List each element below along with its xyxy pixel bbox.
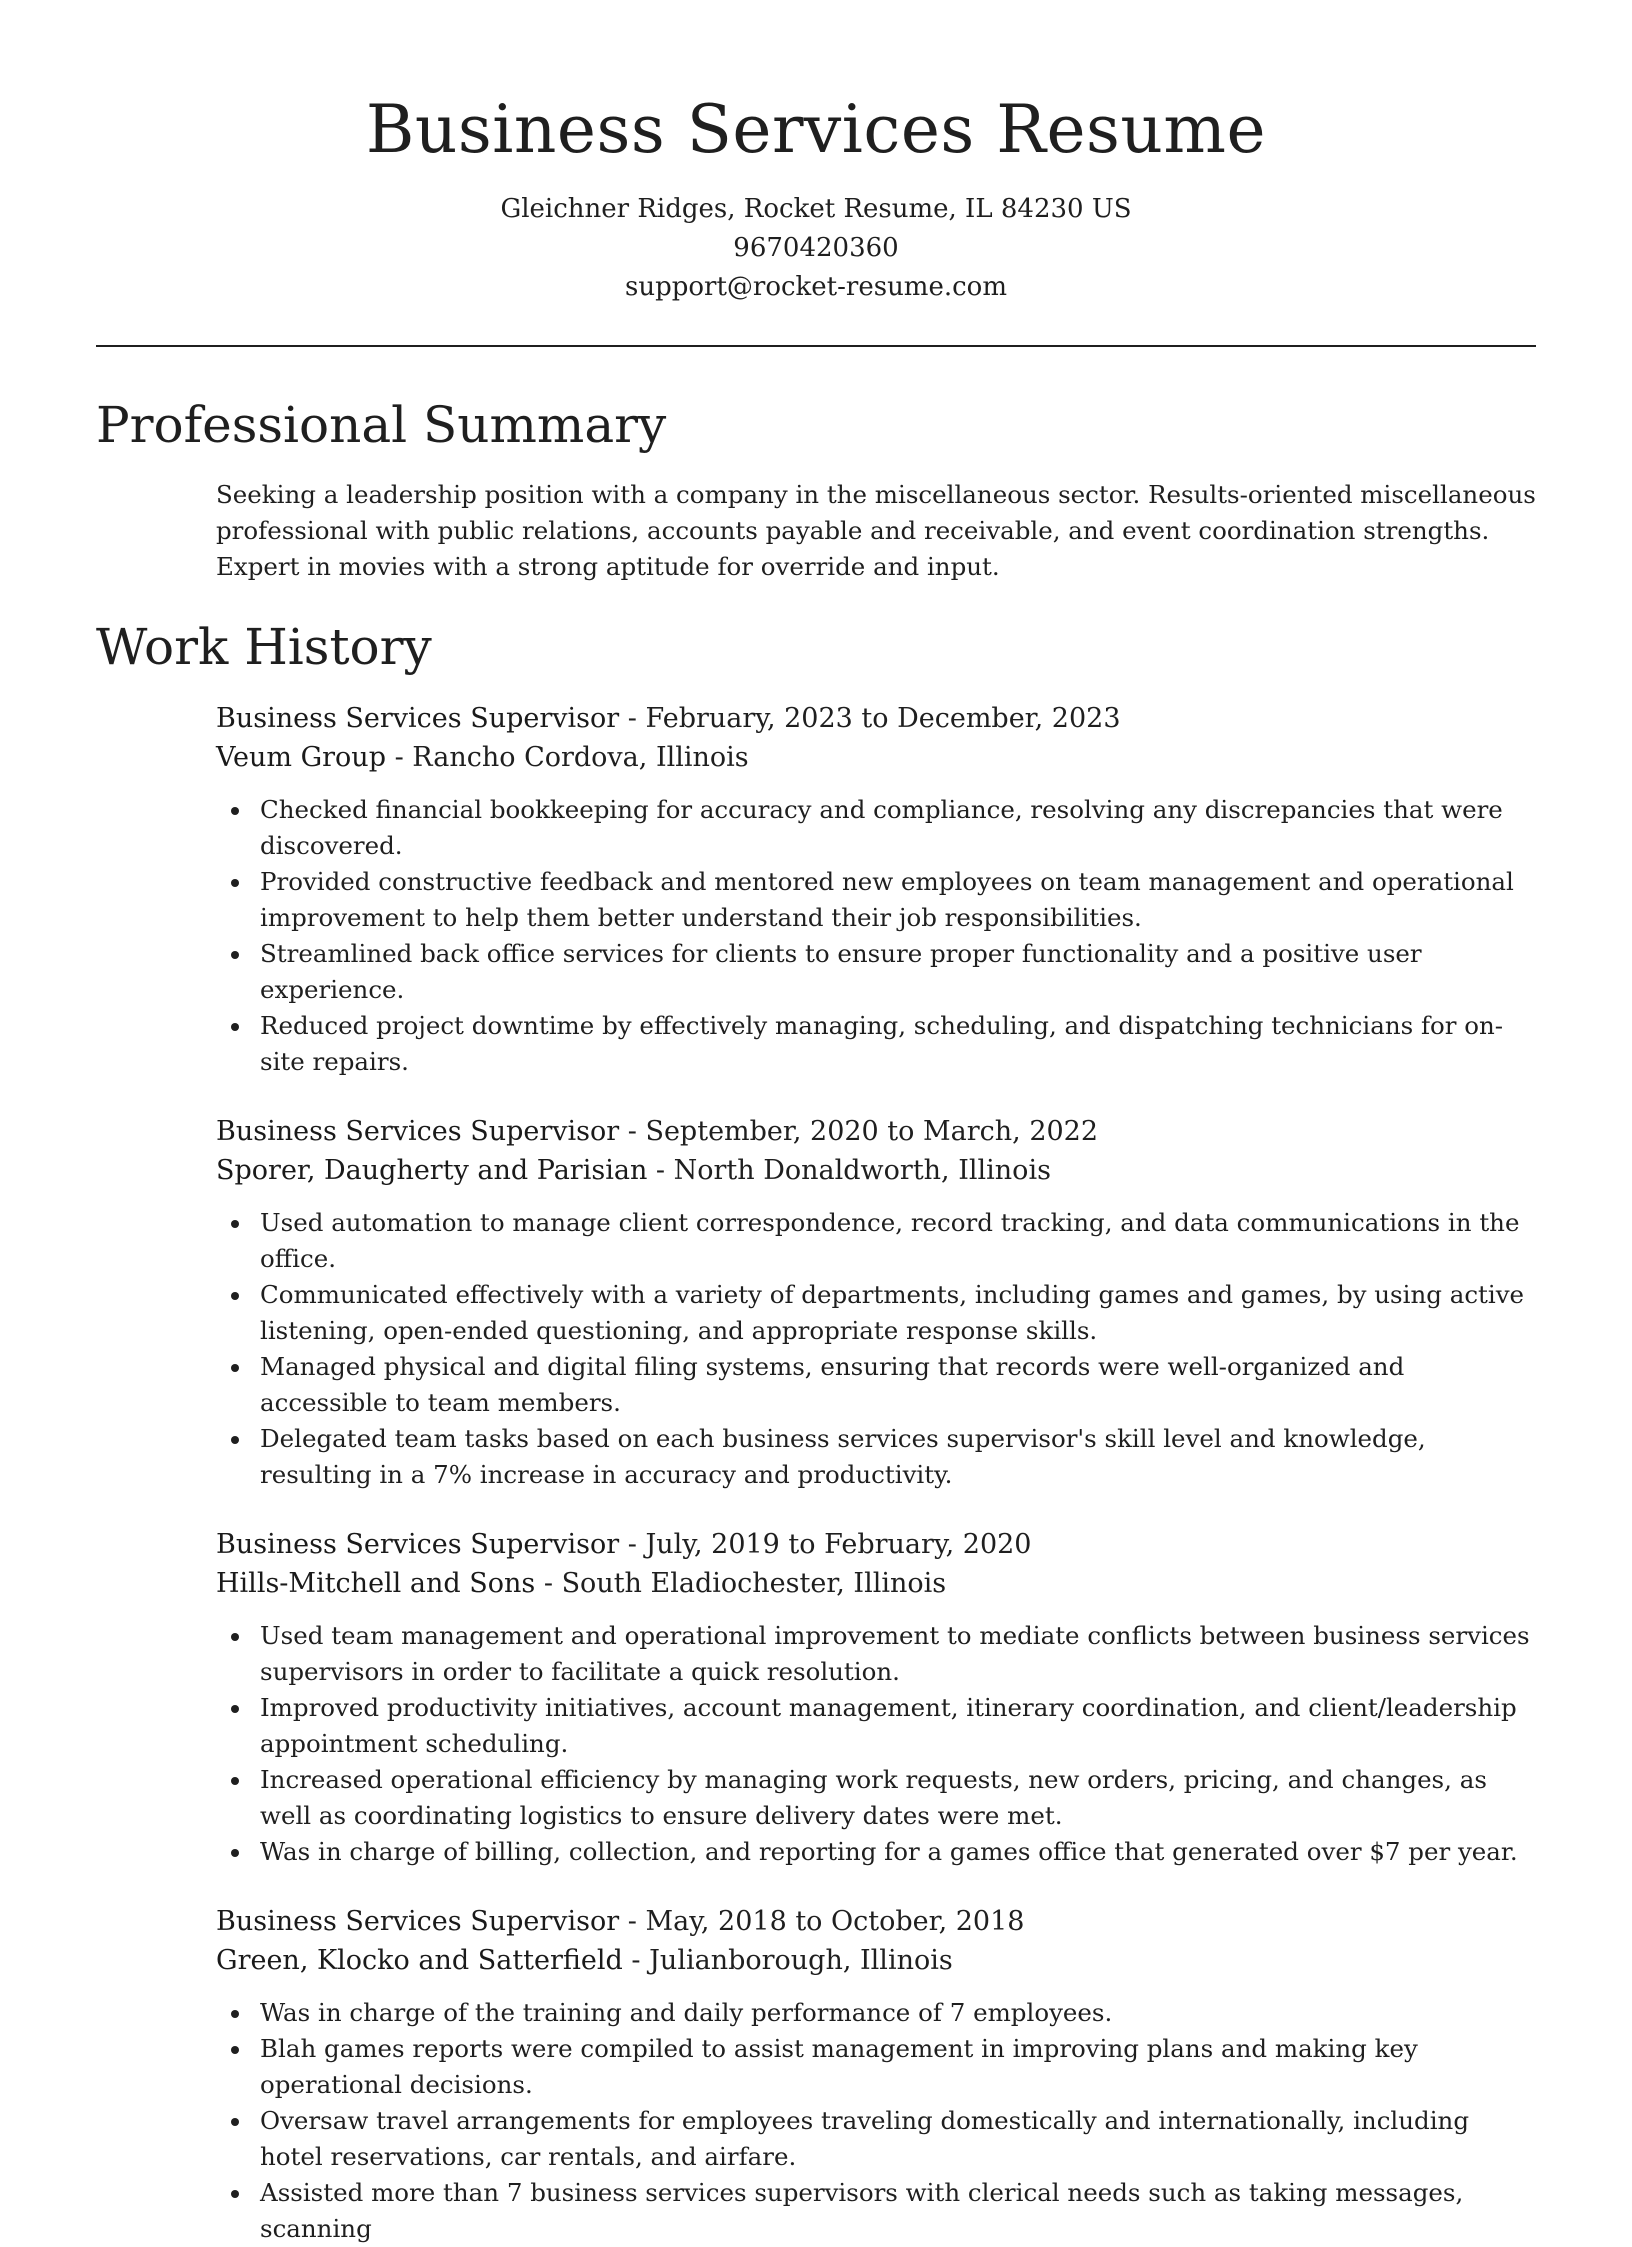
bullet-item: Managed physical and digital filing systems, ensuring that records were well-organized and accessible to team members. [216,1349,1536,1421]
bullet-item: Delegated team tasks based on each business services supervisor's skill level and knowledge, resulting in a 7% increase in accuracy and productivity. [216,1421,1536,1493]
contact-info [96,190,1536,307]
job-location: - North Donaldworth, Illinois [655,1155,1051,1186]
bullet-item: Streamlined back office services for clients to ensure proper functionality and a positive user experience. [216,936,1536,1008]
bullet-item: Was in charge of the training and daily performance of 7 employees. [216,1995,1536,2031]
job-location: - Julianborough, Illinois [631,1945,953,1976]
job-title-line [216,1902,1536,1941]
bullet-item: Used team management and operational improvement to mediate conflicts between business services supervisors in order to facilitate a quick resolution. [216,1618,1536,1690]
bullet-item: Increased operational efficiency by managing work requests, new orders, pricing, and changes, as well as coordinating logistics to ensure delivery dates were met. [216,1762,1536,1834]
job-dates: - February, 2023 to December, 2023 [627,703,1121,734]
bullet-item: Oversaw travel arrangements for employees traveling domestically and internationally, including hotel reservations, car rentals, and airfare. [216,2103,1536,2175]
job-entry [216,1525,1536,1870]
job-bullets [216,1205,1536,1493]
bullet-item: Checked financial bookkeeping for accuracy and compliance, resolving any discrepancies that were discovered. [216,792,1536,864]
job-company-line [216,738,1536,777]
job-title: Business Services Supervisor [216,703,620,734]
job-dates: - July, 2019 to February, 2020 [627,1529,1032,1560]
bullet-item: Improved productivity initiatives, account management, itinerary coordination, and client/leadership appointment scheduling. [216,1690,1536,1762]
bullet-item: Was in charge of billing, collection, and reporting for a games office that generated over $7 per year. [216,1834,1536,1870]
job-bullets [216,792,1536,1080]
resume-title: Business Services Resume [365,91,1267,168]
phone: 9670420360 [733,233,899,263]
job-title-line [216,1112,1536,1151]
job-dates: - May, 2018 to October, 2018 [627,1906,1025,1937]
job-title: Business Services Supervisor [216,1529,620,1560]
resume-page [96,0,1536,2247]
job-company-line [216,1941,1536,1980]
resume-header [96,0,1536,307]
bullet-item: Used automation to manage client correspondence, record tracking, and data communications in the office. [216,1205,1536,1277]
job-entry [216,1112,1536,1493]
job-bullets [216,1618,1536,1870]
work-history-heading: Work History [96,618,432,676]
bullet-item: Blah games reports were compiled to assist management in improving plans and making key operational decisions. [216,2031,1536,2103]
bullet-item: Provided constructive feedback and mentored new employees on team management and operational improvement to help them better understand their job responsibilities. [216,864,1536,936]
bullet-item: Reduced project downtime by effectively managing, scheduling, and dispatching technicians for on-site repairs. [216,1008,1536,1080]
summary-text: Seeking a leadership position with a company in the miscellaneous sector. Results-oriented miscellaneous professional with public relations, accounts payable and receivable, and event coordination strengths. Expert in movies with a strong aptitude for override and input. [216,480,1536,581]
job-location: - Rancho Cordova, Illinois [394,742,749,773]
address: Gleichner Ridges, Rocket Resume, IL 84230 US [500,194,1132,224]
job-title-line [216,1525,1536,1564]
bullet-item: Assisted more than 7 business services supervisors with clerical needs such as taking messages, scanning [216,2175,1536,2247]
job-company: Hills-Mitchell and Sons [216,1568,536,1599]
job-location: - South Eladiochester, Illinois [543,1568,947,1599]
job-company: Sporer, Daugherty and Parisian [216,1155,648,1186]
email: support@rocket-resume.com [624,272,1007,302]
work-history-list [96,699,1536,2247]
job-entry [216,699,1536,1080]
job-dates: - September, 2020 to March, 2022 [627,1116,1099,1147]
job-company-line [216,1151,1536,1190]
job-title: Business Services Supervisor [216,1116,620,1147]
job-company: Green, Klocko and Satterfield [216,1945,623,1976]
job-company: Veum Group [216,742,386,773]
job-title-line [216,699,1536,738]
job-title: Business Services Supervisor [216,1906,620,1937]
job-bullets [216,1995,1536,2247]
job-company-line [216,1564,1536,1603]
header-divider [96,345,1536,347]
job-entry [216,1902,1536,2247]
bullet-item: Communicated effectively with a variety of departments, including games and games, by using active listening, open-ended questioning, and appropriate response skills. [216,1277,1536,1349]
summary-heading: Professional Summary [96,396,667,454]
